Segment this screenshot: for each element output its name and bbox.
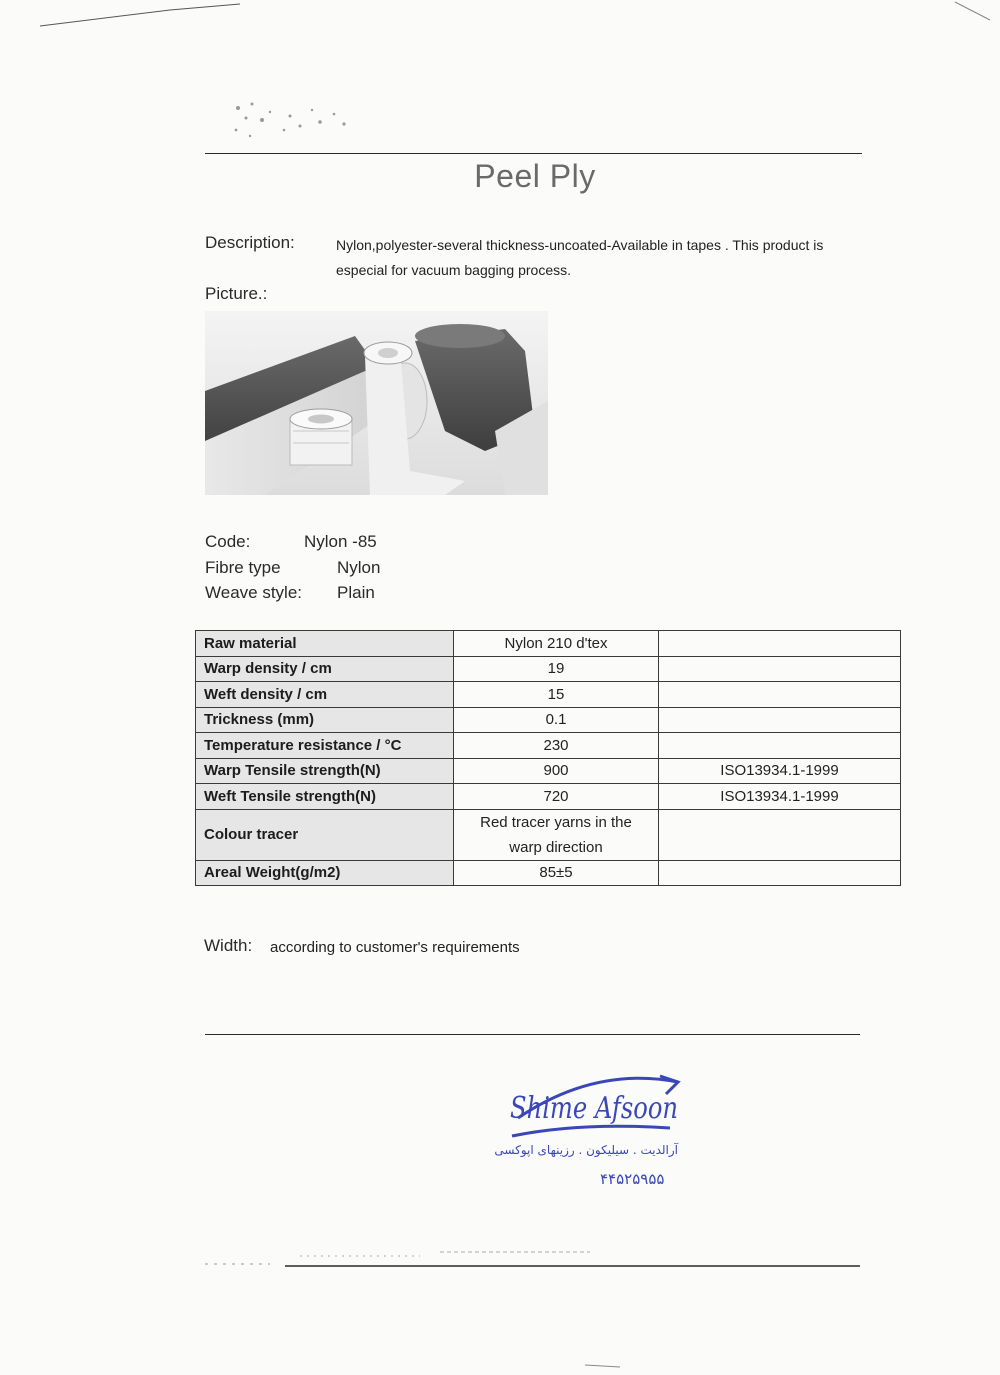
property-cell: Areal Weight(g/m2) xyxy=(196,860,454,886)
width-label: Width: xyxy=(204,936,253,955)
description-text xyxy=(336,233,856,283)
footer-rule-top xyxy=(205,1034,860,1035)
property-cell: Raw material xyxy=(196,631,454,657)
company-stamp xyxy=(494,1070,690,1200)
footer-marks xyxy=(0,1240,1000,1375)
value-cell: 900 xyxy=(454,758,659,784)
value-line-2: warp direction xyxy=(509,838,603,856)
header-rule xyxy=(205,153,862,154)
value-cell xyxy=(454,809,659,860)
spec-table xyxy=(195,630,901,886)
page-title: Peel Ply xyxy=(474,158,596,194)
table-row xyxy=(196,758,901,784)
code-value: Nylon -85 xyxy=(304,532,377,551)
weave-style-value: Plain xyxy=(337,583,375,602)
standard-cell xyxy=(659,707,901,733)
standard-cell: ISO13934.1-1999 xyxy=(659,784,901,810)
value-cell: 15 xyxy=(454,682,659,708)
value-line-1: Red tracer yarns in the xyxy=(480,813,632,831)
property-cell: Warp Tensile strength(N) xyxy=(196,758,454,784)
table-row xyxy=(196,682,901,708)
fibre-type-label: Fibre type xyxy=(205,558,281,577)
standard-cell xyxy=(659,809,901,860)
product-photo xyxy=(205,311,548,495)
property-cell: Trickness (mm) xyxy=(196,707,454,733)
standard-cell xyxy=(659,631,901,657)
table-row xyxy=(196,809,901,860)
property-cell: Weft density / cm xyxy=(196,682,454,708)
faded-logo xyxy=(235,103,346,138)
scan-marks xyxy=(0,0,1000,160)
stamp-subtitle: آرالدیت . سیلیکون . رزینهای اپوکسی xyxy=(494,1143,678,1157)
property-cell: Colour tracer xyxy=(196,809,454,860)
property-cell: Warp density / cm xyxy=(196,656,454,682)
table-row xyxy=(196,631,901,657)
code-label: Code: xyxy=(205,532,251,551)
table-row xyxy=(196,733,901,759)
property-cell: Temperature resistance / °C xyxy=(196,733,454,759)
weave-style-label: Weave style: xyxy=(205,583,303,602)
table-row xyxy=(196,707,901,733)
property-cell: Weft Tensile strength(N) xyxy=(196,784,454,810)
standard-cell: ISO13934.1-1999 xyxy=(659,758,901,784)
stamp-brand: Shime Afsoon xyxy=(510,1091,678,1126)
table-row xyxy=(196,656,901,682)
value-cell: 85±5 xyxy=(454,860,659,886)
fibre-type-value: Nylon xyxy=(337,558,381,577)
value-cell: 0.1 xyxy=(454,707,659,733)
standard-cell xyxy=(659,733,901,759)
stamp-phone: ۴۴۵۲۵۹۵۵ xyxy=(600,1170,665,1188)
value-cell: 230 xyxy=(454,733,659,759)
width-value: according to customer's requirements xyxy=(270,939,520,956)
picture-label: Picture.: xyxy=(205,284,268,303)
table-row xyxy=(196,860,901,886)
description-line-2: especial for vacuum bagging process. xyxy=(336,262,572,278)
value-cell: Nylon 210 d'tex xyxy=(454,631,659,657)
standard-cell xyxy=(659,860,901,886)
value-cell: 19 xyxy=(454,656,659,682)
standard-cell xyxy=(659,682,901,708)
standard-cell xyxy=(659,656,901,682)
description-label: Description: xyxy=(205,233,295,252)
value-cell: 720 xyxy=(454,784,659,810)
description-line-1: Nylon,polyester-several thickness-uncoated-Available in tapes . This product is xyxy=(336,237,824,253)
table-row xyxy=(196,784,901,810)
